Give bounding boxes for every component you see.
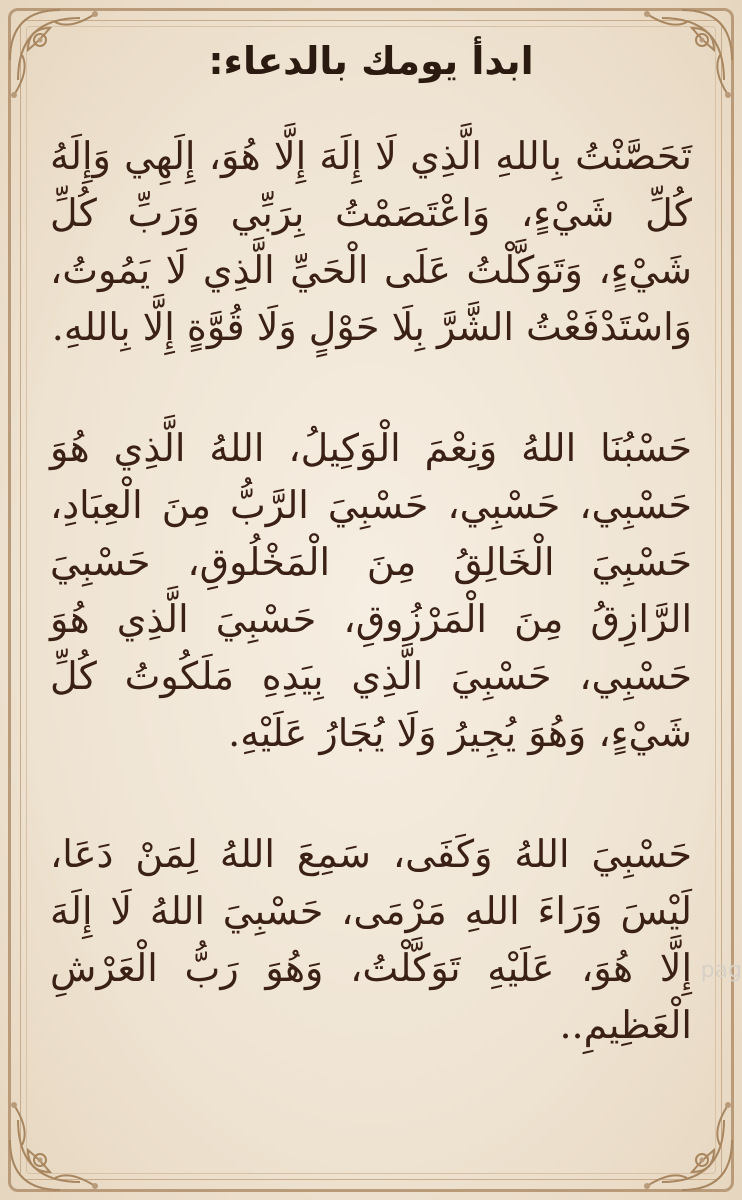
dua-paragraph-1: تَحَصَّنْتُ بِاللهِ الَّذِي لَا إِلَهَ إِلَّا هُوَ، إِلَهِي وَإِلَهُ كُلِّ شَيْءٍ، وَاعْتَصَمْتُ بِرَبِّي وَرَبِّ كُلِّ شَيْءٍ، وَتَوَكَّلْتُ عَلَى الْحَيِّ الَّذِي لَا يَمُوتُ، وَاسْتَدْفَعْتُ الشَّرَّ بِلَا حَوْلٍ وَلَا قُوَّةٍ إِلَّا بِاللهِ.	[50, 134, 692, 349]
dua-paragraph-3: حَسْبِيَ اللهُ وَكَفَى، سَمِعَ اللهُ لِمَنْ دَعَا، لَيْسَ وَرَاءَ اللهِ مَرْمَى، حَسْبِيَ اللهُ لَا إِلَهَ إِلَّا هُوَ، عَلَيْهِ تَوَكَّلْتُ، وَهُوَ رَبُّ الْعَرْشِ الْعَظِيمِ..	[50, 832, 692, 1047]
dua-content	[50, 30, 692, 1054]
watermark-text: pag	[700, 958, 742, 983]
corner-ornament-icon	[632, 1090, 742, 1200]
page-title: ابدأ يومك بالدعاء:	[208, 39, 534, 83]
dua-paragraph-2: حَسْبُنَا اللهُ وَنِعْمَ الْوَكِيلُ، اللهُ الَّذِي هُوَ حَسْبِي، حَسْبِي، حَسْبِيَ الرَّبُّ مِنَ الْعِبَادِ، حَسْبِيَ الْخَالِقُ مِنَ الْمَخْلُوقِ، حَسْبِيَ الرَّازِقُ مِنَ الْمَرْزُوقِ، حَسْبِيَ الَّذِي هُوَ حَسْبِي، حَسْبِيَ الَّذِي بِيَدِهِ مَلَكُوتُ كُلِّ شَيْءٍ، وَهُوَ يُجِيرُ وَلَا يُجَارُ عَلَيْهِ.	[50, 426, 692, 755]
corner-ornament-icon	[0, 1090, 110, 1200]
